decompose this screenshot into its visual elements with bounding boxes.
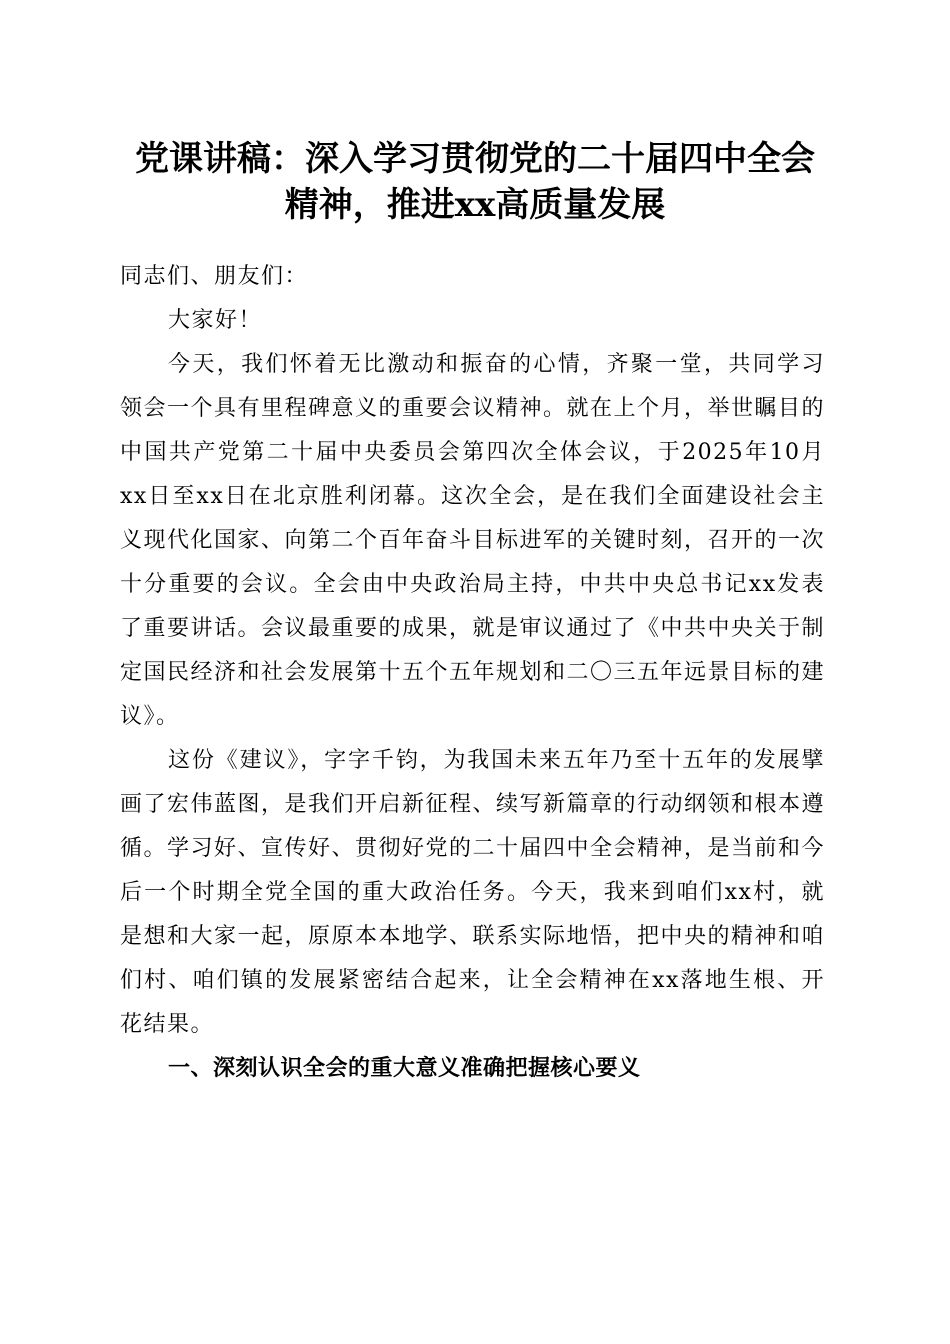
document-title	[110, 136, 840, 228]
greeting: 同志们、朋友们：	[120, 264, 309, 289]
paragraph-2: 这份《建议》，字字千钧，为我国未来五年乃至十五年的发展擘画了宏伟蓝图，是我们开启新征程、续写新篇章的行动纲领和根本遵循。学习好、宣传好、贯彻好党的二十届四中全会精神，是当前和今后一个时期全党全国的重大政治任务。今天，我来到咱们xx村，就是想和大家一起，原原本本地学、联系实际地悟，把中央的精神和咱们村、咱们镇的发展紧密结合起来，让全会精神在xx落地生根、开花结果。	[120, 748, 826, 1037]
section-heading: 一、深刻认识全会的重大意义准确把握核心要义	[168, 1056, 641, 1081]
title-line-2: 精神，推进xx高质量发展	[284, 185, 666, 225]
document-body	[120, 255, 825, 1091]
paragraph-1: 今天，我们怀着无比激动和振奋的心情，齐聚一堂，共同学习领会一个具有里程碑意义的重要会议精神。就在上个月，举世瞩目的中国共产党第二十届中央委员会第四次全体会议，于2025年10月xx日至xx日在北京胜利闭幕。这次全会，是在我们全面建设社会主义现代化国家、向第二个百年奋斗目标进军的关键时刻，召开的一次十分重要的会议。全会由中央政治局主持，中共中央总书记xx发表了重要讲话。会议最重要的成果，就是审议通过了《中共中央关于制定国民经济和社会发展第十五个五年规划和二〇三五年远景目标的建议》。	[120, 352, 826, 729]
title-line-1: 党课讲稿：深入学习贯彻党的二十届四中全会	[135, 139, 815, 179]
opening-line: 大家好！	[168, 308, 263, 333]
